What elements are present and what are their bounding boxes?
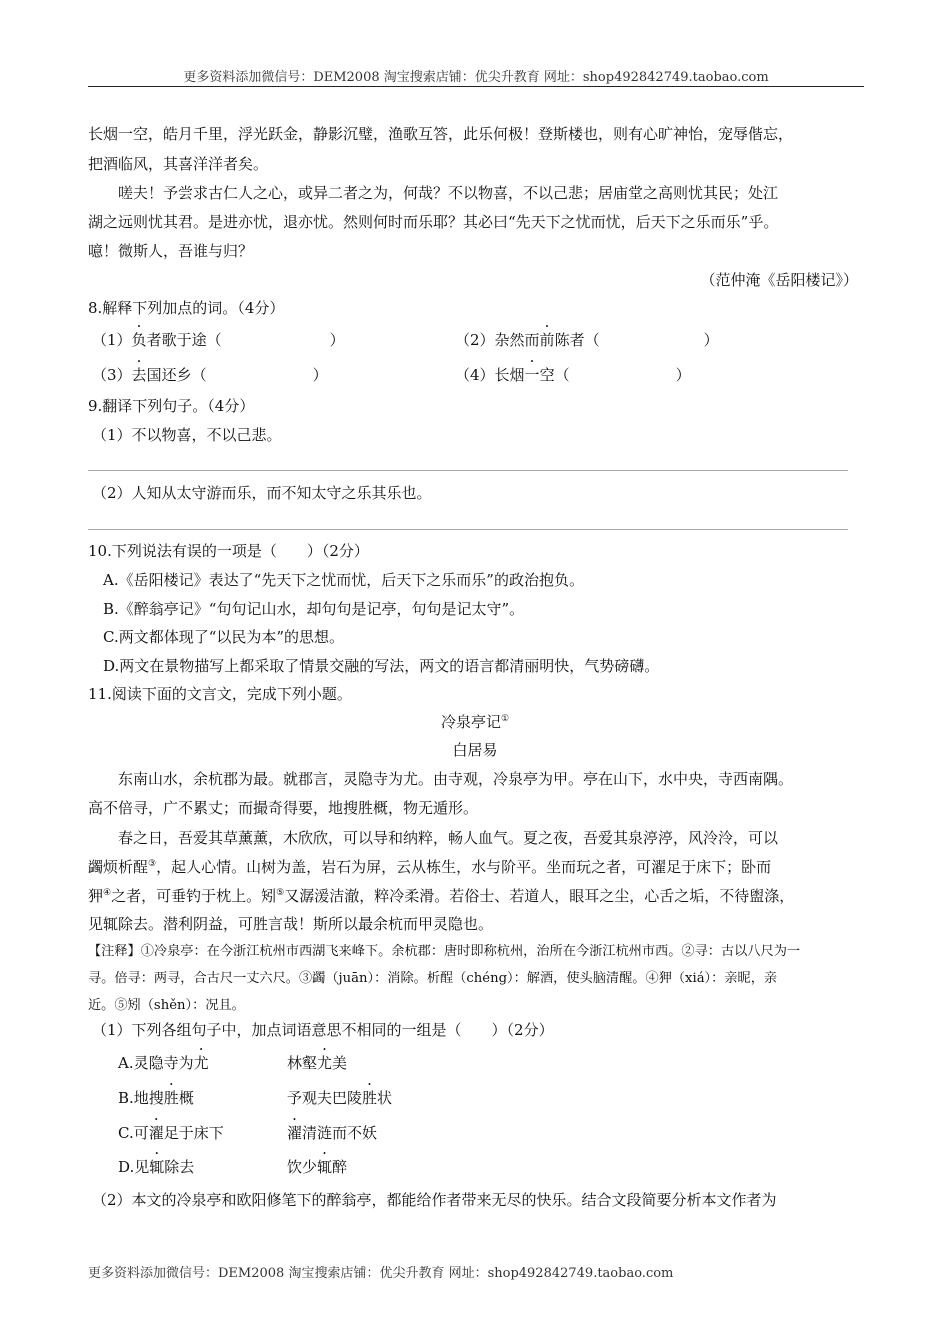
passage-line: 嗟夫！予尝求古仁人之心，或异二者之为，何哉？不以物喜，不以己悲；居庙堂之高则忧其民；处江 [118,184,779,202]
q8-prefix: （4）长烟 [455,366,525,384]
text: B.地搜 [118,1089,164,1107]
text: 饮少 [287,1158,318,1176]
dotted-char: 濯 [148,1124,164,1142]
footnote-mark: ① [500,714,510,724]
q8-close: ） [703,331,719,349]
text: 蠲烦析酲 [88,858,149,876]
q8-item-3 [92,368,328,383]
q10-option-c: C.两文都体现了“以民为本”的思想。 [103,628,345,646]
dotted-char: 濯 [287,1124,303,1142]
dotted-char: 去 [131,366,147,384]
article-line [88,860,771,875]
q11-option-b-right [287,1091,392,1106]
passage-line: 噫！微斯人，吾谁与归？ [88,242,254,260]
article-line: 东南山水，余杭郡为最。就郡言，灵隐寺为尤。由寺观，冷泉亭为甲。亭在山下，水中央，寺西南隅。 [118,770,794,788]
text: 概 [178,1089,194,1107]
q11-option-a-left [118,1056,209,1071]
q10-option-b: B.《醉翁亭记》“句句记山水，却句句是记亭，句句是记太守”。 [103,600,525,618]
dotted-char: 尤 [193,1054,209,1072]
header-rule [88,86,864,87]
q8-text: 者歌于途（ [146,331,222,349]
passage-source: （范仲淹《岳阳楼记》） [700,271,858,289]
footnote-mark: ③ [148,859,157,869]
dotted-char: 负 [131,331,147,349]
article-line: 春之日，吾爱其草薰薰，木欣欣，可以导和纳粹，畅人血气。夏之夜，吾爱其泉渟渟，风泠泠，可以 [118,829,779,847]
question-8-title: 8.解释下列加点的词。（4分） [88,299,285,317]
answer-line[interactable] [88,529,848,530]
q8-prefix: （1） [92,331,132,349]
footnote-mark: ⑤ [276,888,285,898]
q8-prefix: （2）杂然而 [455,331,540,349]
text: 足于床下 [163,1124,224,1142]
passage-line: 把酒临风，其喜洋洋者矣。 [88,155,269,173]
text: C.可 [118,1124,149,1142]
article-title-text: 冷泉亭记 [440,713,501,731]
answer-line[interactable] [88,470,848,471]
question-11-title: 11.阅读下面的文言文，完成下列小题。 [88,685,352,703]
article-title [0,715,950,730]
question-10-title: 10.下列说法有误的一项是（ ）（2分） [88,542,369,560]
text: 状 [377,1089,393,1107]
text: 之者，可垂钓于枕上。矧 [111,887,277,905]
q10-option-a: A.《岳阳楼记》表达了“先天下之忧而忧，后天下之乐而乐”的政治抱负。 [103,571,584,589]
question-9-title: 9.翻译下列句子。（4分） [88,397,255,415]
q8-item-1 [92,333,345,348]
dotted-char: 胜 [163,1089,179,1107]
q11-option-d-right [287,1160,347,1175]
q8-text: 陈者（ [554,331,600,349]
passage-line: 长烟一空，皓月千里，浮光跃金，静影沉璧，渔歌互答，此乐何极！登斯楼也，则有心旷神怡，宠辱偕忘， [88,125,794,143]
q11-option-b-left [118,1091,194,1106]
text: 予观夫巴陵 [287,1089,363,1107]
text: 林壑 [287,1054,318,1072]
q8-close: ） [329,331,345,349]
page-footer: 更多资料添加微信号：DEM2008 淘宝搜索店铺：优尖升教育 网址：shop492842749.taobao.com [88,1266,674,1281]
page-header: 更多资料添加微信号：DEM2008 淘宝搜索店铺：优尖升教育 网址：shop492842749.taobao.com [183,70,769,85]
text: 清涟而不妖 [302,1124,378,1142]
notes-line: 寻。倍寻：两寻，合古尺一丈六尺。③蠲（juān）：消除。析酲（chéng）：解酒，使头脑清醒。④狎（xiá）：亲昵，亲 [88,971,778,986]
dotted-char: 尤 [317,1054,333,1072]
dotted-char: 胜 [362,1089,378,1107]
text: 美 [332,1054,348,1072]
notes-line: 近。⑤矧（shěn）：况且。 [88,998,245,1013]
q8-close: ） [312,366,328,384]
text: D.见 [118,1158,150,1176]
article-line: 高不倍寻，广不累丈；而撮奇得要，地搜胜概，物无遁形。 [88,799,479,817]
dotted-char: 一 [524,366,540,384]
q9-sentence-1: （1）不以物喜，不以己悲。 [92,426,282,444]
q8-text: 空（ [539,366,570,384]
q11-option-a-right [287,1056,347,1071]
q11-sub-1: （1）下列各组句子中，加点词语意思不相同的一组是（ ）（2分） [92,1021,554,1039]
article-line: 见辄除去。潜利阴益，可胜言哉！斯所以最余杭而甲灵隐也。 [88,915,494,933]
dotted-char: 辄 [317,1158,333,1176]
q11-option-c-right [287,1126,377,1141]
q8-close: ） [675,366,691,384]
q9-sentence-2: （2）人知从太守游而乐，而不知太守之乐其乐也。 [92,484,432,502]
q8-item-4 [455,368,691,383]
text: 醉 [332,1158,348,1176]
q11-option-c-left [118,1126,224,1141]
article-line [88,889,794,904]
text: 又潺湲洁澈，粹冷柔滑。若俗士、若道人，眼耳之尘，心舌之垢，不待盥涤， [284,887,795,905]
q8-prefix: （3） [92,366,132,384]
text: 狎 [88,887,104,905]
q11-option-d-left [118,1160,194,1175]
text: 除去 [164,1158,195,1176]
article-author: 白居易 [452,741,498,759]
dotted-char: 前 [539,331,555,349]
passage-line: 湖之远则忧其君。是进亦忧，退亦忧。然则何时而乐耶？其必曰“先天下之忧而忧，后天下之乐而乐”乎。 [88,213,779,231]
dotted-char: 辄 [149,1158,165,1176]
notes-line: 【注释】①冷泉亭：在今浙江杭州市西湖飞来峰下。余杭郡：唐时即称杭州，治所在今浙江杭州市西。②寻：古以八尺为一 [88,944,801,959]
footnote-mark: ④ [103,888,112,898]
q11-sub-2: （2）本文的冷泉亭和欧阳修笔下的醉翁亭，都能给作者带来无尽的快乐。结合文段简要分析本文作者为 [92,1191,777,1209]
q8-text: 国还乡（ [146,366,207,384]
text: A.灵隐寺为 [118,1054,194,1072]
q10-option-d: D.两文在景物描写上都采取了情景交融的写法，两文的语言都清丽明快，气势磅礴。 [103,657,660,675]
text: ，起人心情。山树为盖，岩石为屏，云从栋生，水与阶平。坐而玩之者，可濯足于床下；卧而 [156,858,772,876]
q8-item-2 [455,333,719,348]
